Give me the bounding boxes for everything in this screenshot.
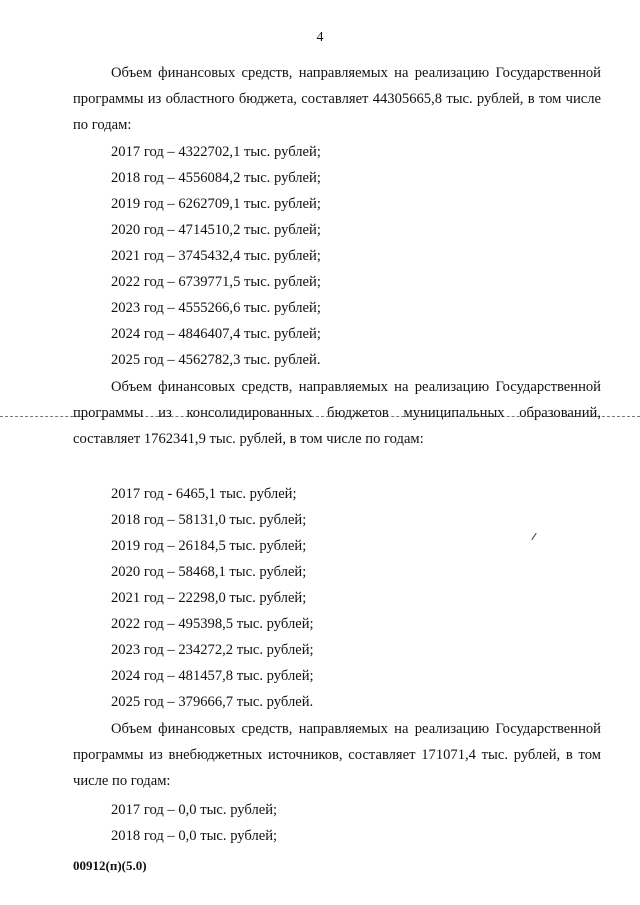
year-line: 2018 год – 58131,0 тыс. рублей;	[111, 512, 307, 528]
year-line: 2020 год – 58468,1 тыс. рублей;	[111, 564, 307, 580]
paragraph-regional-budget	[73, 60, 601, 138]
year-line: 2023 год – 4555266,6 тыс. рублей;	[111, 300, 321, 316]
year-line: 2017 год – 0,0 тыс. рублей;	[111, 802, 278, 818]
year-line: 2025 год – 4562782,3 тыс. рублей.	[111, 352, 321, 368]
paragraph-extrabudgetary	[73, 716, 601, 794]
paragraph-extrabudgetary-text: Объем финансовых средств, направляемых на реализацию Государственной программы из внебюджетных источников, составляет 171071,4 тыс. рублей, в том числе по годам:	[73, 721, 601, 789]
year-line: 2019 год – 6262709,1 тыс. рублей;	[111, 196, 321, 212]
year-line: 2022 год – 6739771,5 тыс. рублей;	[111, 274, 321, 290]
year-line: 2017 год - 6465,1 тыс. рублей;	[111, 486, 297, 502]
year-line: 2021 год – 22298,0 тыс. рублей;	[111, 590, 307, 606]
year-line: 2020 год – 4714510,2 тыс. рублей;	[111, 222, 321, 238]
paragraph-municipal-budget	[73, 374, 601, 452]
year-line: 2024 год – 4846407,4 тыс. рублей;	[111, 326, 321, 342]
year-line: 2024 год – 481457,8 тыс. рублей;	[111, 668, 314, 684]
year-line: 2017 год – 4322702,1 тыс. рублей;	[111, 144, 321, 160]
year-line: 2019 год – 26184,5 тыс. рублей;	[111, 538, 307, 554]
year-line: 2025 год – 379666,7 тыс. рублей.	[111, 694, 314, 710]
year-line: 2018 год – 0,0 тыс. рублей;	[111, 828, 278, 844]
year-line: 2018 год – 4556084,2 тыс. рублей;	[111, 170, 321, 186]
footer-document-code: 00912(п)(5.0)	[73, 858, 147, 873]
year-line: 2021 год – 3745432,4 тыс. рублей;	[111, 248, 321, 264]
year-line: 2022 год – 495398,5 тыс. рублей;	[111, 616, 314, 632]
paragraph-regional-budget-text: Объем финансовых средств, направляемых на реализацию Государственной программы из областного бюджета, составляет 44305665,8 тыс. рублей, в том числе по годам:	[73, 65, 601, 133]
year-line: 2023 год – 234272,2 тыс. рублей;	[111, 642, 314, 658]
pen-stroke-mark	[531, 533, 536, 540]
page-number: 4	[316, 30, 324, 45]
paragraph-municipal-budget-text: Объем финансовых средств, направляемых на реализацию Государственной программы из консолидированных бюджетов муниципальных образований, составляет 1762341,9 тыс. рублей, в том числе по годам:	[73, 379, 601, 447]
